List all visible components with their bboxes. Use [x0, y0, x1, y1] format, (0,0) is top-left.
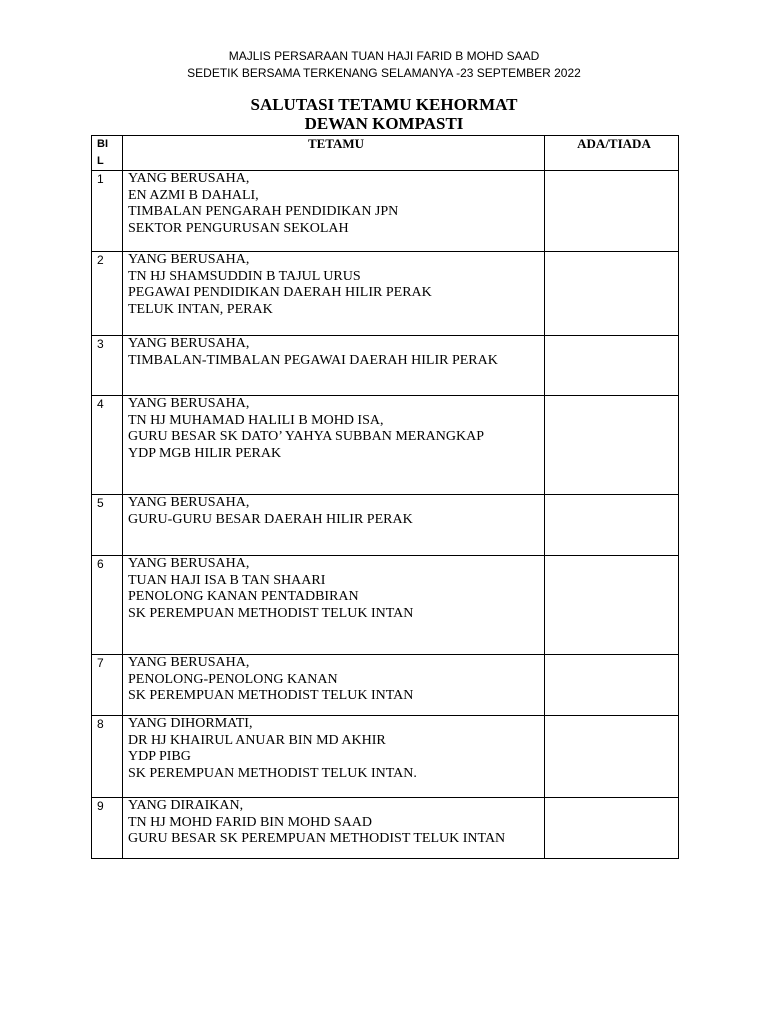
guest-line: EN AZMI B DAHALI, — [128, 187, 259, 203]
row-number: 3 — [92, 336, 123, 396]
guest-line: YANG BERUSAHA, — [128, 252, 250, 267]
guest-line: TN HJ MOHD FARID BIN MOHD SAAD — [128, 814, 372, 830]
table-row — [92, 171, 679, 252]
guest-line: DR HJ KHAIRUL ANUAR BIN MD AKHIR — [128, 732, 386, 748]
row-number: 5 — [92, 495, 123, 556]
row-number: 6 — [92, 556, 123, 655]
guest-line: YDP PIBG — [128, 749, 191, 764]
guest-line: SK PEREMPUAN METHODIST TELUK INTAN — [128, 688, 414, 703]
event-tagline: SEDETIK BERSAMA TERKENANG SELAMANYA -23 SEPTEMBER 2022 — [187, 66, 581, 80]
attendance-cell[interactable] — [545, 396, 679, 495]
event-header — [0, 48, 768, 82]
column-header-bil: BI L — [92, 136, 123, 171]
guest-line: TUAN HAJI ISA B TAN SHAARI — [128, 572, 326, 588]
guest-line: TN HJ SHAMSUDDIN B TAJUL URUS — [128, 268, 361, 284]
attendance-cell[interactable] — [545, 556, 679, 655]
guest-line: GURU BESAR SK PEREMPUAN METHODIST TELUK INTAN — [128, 831, 506, 846]
table-row — [92, 716, 679, 798]
guest-line: TN HJ MUHAMAD HALILI B MOHD ISA, — [128, 412, 384, 428]
attendance-cell[interactable] — [545, 655, 679, 716]
guest-line: PENOLONG KANAN PENTADBIRAN — [128, 589, 359, 604]
guest-line: GURU-GURU BESAR DAERAH HILIR PERAK — [128, 511, 413, 527]
table-row — [92, 655, 679, 716]
guest-salutation-table — [91, 135, 679, 859]
guest-cell — [123, 396, 545, 495]
guest-line: PENOLONG-PENOLONG KANAN — [128, 671, 338, 687]
guest-line: YANG BERUSAHA, — [128, 336, 250, 351]
guest-line: TIMBALAN-TIMBALAN PEGAWAI DAERAH HILIR PERAK — [128, 352, 498, 368]
attendance-cell[interactable] — [545, 336, 679, 396]
column-header-tetamu: TETAMU — [123, 136, 545, 171]
guest-line: GURU BESAR SK DATO’ YAHYA SUBBAN MERANGKAP — [128, 429, 485, 444]
table-row — [92, 798, 679, 859]
title-line-1: SALUTASI TETAMU KEHORMAT — [250, 95, 518, 114]
guest-line: YANG DIRAIKAN, — [128, 798, 244, 813]
table-row — [92, 556, 679, 655]
guest-cell — [123, 495, 545, 556]
guest-line: YDP MGB HILIR PERAK — [128, 445, 282, 461]
row-number: 9 — [92, 798, 123, 859]
row-number: 2 — [92, 252, 123, 336]
guest-cell — [123, 655, 545, 716]
guest-line: TELUK INTAN, PERAK — [128, 301, 273, 317]
guest-line: YANG BERUSAHA, — [128, 655, 250, 670]
guest-line: PEGAWAI PENDIDIKAN DAERAH HILIR PERAK — [128, 285, 432, 300]
table-row — [92, 252, 679, 336]
guest-line: YANG BERUSAHA, — [128, 171, 250, 186]
attendance-cell[interactable] — [545, 716, 679, 798]
guest-line: SK PEREMPUAN METHODIST TELUK INTAN — [128, 605, 414, 621]
guest-line: YANG BERUSAHA, — [128, 556, 250, 571]
guest-line: TIMBALAN PENGARAH PENDIDIKAN JPN — [128, 204, 399, 219]
table-row — [92, 336, 679, 396]
row-number: 7 — [92, 655, 123, 716]
event-name: MAJLIS PERSARAAN TUAN HAJI FARID B MOHD SAAD — [228, 49, 540, 63]
table-row — [92, 396, 679, 495]
attendance-cell[interactable] — [545, 495, 679, 556]
guest-cell — [123, 798, 545, 859]
guest-cell — [123, 252, 545, 336]
row-number: 8 — [92, 716, 123, 798]
guest-line: YANG BERUSAHA, — [128, 495, 250, 510]
document-title — [0, 95, 768, 133]
guest-cell — [123, 171, 545, 252]
guest-line: YANG DIHORMATI, — [128, 716, 253, 731]
column-header-ada-tiada: ADA/TIADA — [545, 136, 679, 171]
row-number: 4 — [92, 396, 123, 495]
guest-line: SEKTOR PENGURUSAN SEKOLAH — [128, 220, 349, 236]
title-line-2: DEWAN KOMPASTI — [304, 114, 464, 133]
guest-cell — [123, 556, 545, 655]
guest-cell — [123, 716, 545, 798]
table-header-row — [92, 136, 679, 171]
guest-line: YANG BERUSAHA, — [128, 396, 250, 411]
guest-cell — [123, 336, 545, 396]
attendance-cell[interactable] — [545, 798, 679, 859]
attendance-cell[interactable] — [545, 171, 679, 252]
attendance-cell[interactable] — [545, 252, 679, 336]
guest-line: SK PEREMPUAN METHODIST TELUK INTAN. — [128, 765, 417, 781]
row-number: 1 — [92, 171, 123, 252]
table-row — [92, 495, 679, 556]
